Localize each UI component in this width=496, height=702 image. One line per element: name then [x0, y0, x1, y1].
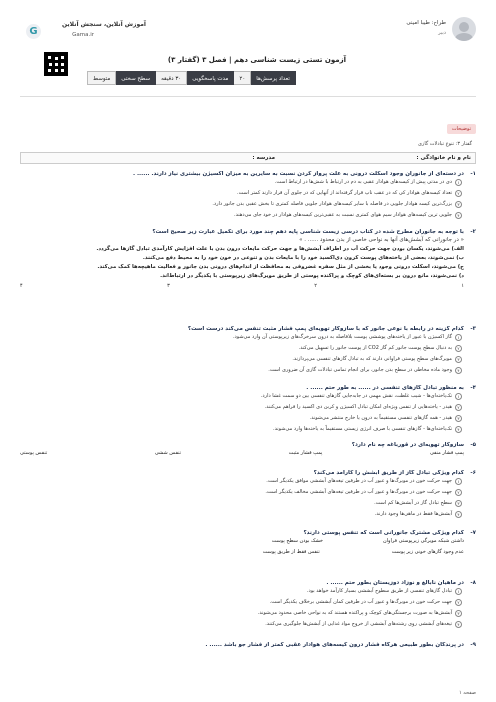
option[interactable]: ۴ وجود ماده مخاطی در سطح بدن جانور، برای انجام تمامی تبادلات گازی آن ضروری است.: [20, 365, 476, 376]
question-3: ۳- کدام گزینه در رابطه با نوعی جانور که با سازوکار تهویه‌ای پمپ فشار مثبت تنفس می‌کند درست است؟ ۱ گاز اکسیژن با عبور از یاخته‌های پوششی پوست بلافاصله به درون سرخرگ‌های زیرپوستی آن وارد می‌شود. ۲ به دنبال سطح پوست جانور کم گاز CO2 از پوست جانور را تسهیل می‌کند. ۳ مویرگ‌های سطح پوستی فراوانی دارند که به تبادل گازهای تنفسی می‌پردازند. ۴ وجود ماده مخاطی در سطح بدن جانور، برای انجام تمامی تبادلات گازی آن ضروری است.: [20, 326, 476, 376]
name-field[interactable]: نام و نام خانوادگی :: [416, 155, 471, 161]
choice[interactable]: داشتن شبکه مویرگی زیرپوستی فراوان: [383, 538, 464, 544]
student-info: [20, 152, 476, 164]
statement: الف) می‌شوند، یکسان بودن جهت حرکت آب در اطراف آبشش‌ها و جهت حرکت مایعات درون بدن با علت افزایش کارآمدی تبادل گازها می‌گردد.: [96, 246, 464, 252]
school-field[interactable]: مدرسه :: [252, 155, 275, 161]
statement: ب) نمی‌شوند، بعضی از یاخته‌های پوست کرون دی‌اکسید خود را با مایعات بدن و تنوعی در خون خود را به محیط دفع می‌کنند.: [142, 255, 464, 261]
choice-row: [20, 536, 476, 547]
option[interactable]: ۴ تیغه‌های آبششی روی رشته‌های آبششی از خروج مواد غذایی از آبشش‌ها جلوگیری می‌کنند.: [20, 619, 476, 630]
option[interactable]: ۴ جلویی ترین کیسه‌های هوادار سیم هوای کمتری نسبت به عقبی‌ترین کیسه‌های هوادار در خود جای می‌دهند.: [20, 210, 476, 221]
question-text: کدام گزینه در رابطه با نوعی جانور که با سازوکار تهویه‌ای پمپ فشار مثبت تنفس می‌کند درست است؟: [187, 326, 464, 332]
option[interactable]: ۱ تبادل گازهای تنفسی از طریق سطوح آبششی بسیار کارآمد خواهد بود.: [20, 586, 476, 597]
choice[interactable]: ۳: [167, 283, 170, 289]
option[interactable]: ۴ آبشش‌ها فقط در ماهی‌ها وجود دارند.: [20, 509, 476, 520]
option[interactable]: ۳ آبشش‌ها به صورت برجستگی‌های کوچک و پراکنده هستند که به نواحی خاصی محدود می‌شوند.: [20, 608, 476, 619]
option[interactable]: ۳ بزرگ‌ترین کیسه هوادار جلویی در فاصله با سایر کیسه‌های هوادار جلویی فاصله کمتری تا بخش عقبی بدن جانور دارد.: [20, 199, 476, 210]
option[interactable]: ۲ هیدر - یاخته‌هایی از تنفس ویژه‌ای امکان تبادل اکسیژن و کربن دی اکسید را فراهم می‌کنند.: [20, 402, 476, 413]
option[interactable]: ۲ به دنبال سطح پوست جانور کم گاز CO2 از پوست جانور را تسهیل می‌کند.: [20, 343, 476, 354]
question-text: در پرندگان بطور طبیعی هرگاه فشار درون کیسه‌های هوادار عقبی کمتر از فشار جو باشد ...... .: [205, 642, 464, 648]
choice-row: [20, 281, 476, 292]
question-text: سازوکار تهویه‌ای در قورباغه چه نام دارد؟: [351, 442, 464, 448]
option[interactable]: ۳ سطح تبادل گاز در آبشش‌ها کم است.: [20, 498, 476, 509]
question-1: ۱- در دسته‌ای از جانوران وجود اسکلت درونی به علت پرواز کردن نسبت به سایرین به میزان اکسیژن بیشتری نیاز دارند. ...... . ۱ دی در مدتی پیش از کیسه‌های هوادار عقبی به دم در ارتباط با شش‌ها در ارتباط است. ۲ تعداد کیسه‌های هوادار کی که در عقب ناپ قرار گرفته‌اند از آنهایی که در جلوی آن قرار دارند کمتر است. ۳ بزرگ‌ترین کیسه هوادار جلویی در فاصله با سایر کیسه‌های هوادار جلویی فاصله کمتری تا بخش عقبی بدن جانور دارد. ۴ جلویی ترین کیسه‌های هوادار سیم هوای کمتری نسبت به عقبی‌ترین کیسه‌های هوادار در خود جای می‌دهند.: [20, 171, 476, 221]
qr-code: [44, 52, 68, 76]
choice[interactable]: تنفس فقط از طریق پوست: [262, 549, 320, 555]
statement: ج) می‌شوند، اسکلت درونی وجود یا بخشی از مثل سفره غضروفی به محافظت از اندام‌های درونی بدن جانور و فعالیت ماهیچه‌ها کمک می‌کند.: [97, 264, 464, 270]
question-4: ۴- به منظور تبادل گازهای تنفسی در ...... به طور حتم ...... . ۱ تک‌یاخته‌ای‌ها - شیب غلظت، نقش مهمی در جابه‌جایی گازهای تنفسی بین دو سمت غشا دارد. ۲ هیدر - یاخته‌هایی از تنفس ویژه‌ای امکان تبادل اکسیژن و کربن دی اکسید را فراهم می‌کنند. ۳ هیدر - همه گازهای تنفسی مستقیماً به درون یا خارج منتشر می‌شوند. ۴ تک‌یاخته‌ای‌ها - گازهای تنفسی با صرف انرژی زیستی مستقیماً به یاخته‌ها وارد می‌شوند.: [20, 385, 476, 435]
question-text: کدام ویژگی مشترک جانورانی است که تنفس پوستی دارند؟: [303, 530, 464, 536]
designer-info: [366, 17, 476, 43]
brand-url[interactable]: Gama.ir: [72, 32, 94, 38]
option[interactable]: ۳ هیدر - همه گازهای تنفسی مستقیماً به درون یا خارج منتشر می‌شوند.: [20, 413, 476, 424]
divider: [20, 96, 476, 97]
option[interactable]: ۴ تک‌یاخته‌ای‌ها - گازهای تنفسی با صرف انرژی زیستی مستقیماً به یاخته‌ها وارد می‌شوند.: [20, 424, 476, 435]
brand-name: آموزش آنلاین، سنجش آنلاین: [61, 21, 146, 28]
question-text: به منظور تبادل گازهای تنفسی در ...... به طور حتم ...... .: [306, 385, 464, 391]
choice[interactable]: ۲: [314, 283, 317, 289]
level-value: متوسط: [87, 71, 116, 85]
option[interactable]: ۱ تک‌یاخته‌ای‌ها - شیب غلظت، نقش مهمی در جابه‌جایی گازهای تنفسی بین دو سمت غشا دارد.: [20, 391, 476, 402]
duration-value: ۳۰ دقیقه: [155, 71, 187, 85]
duration-label: مدت پاسخگویی: [186, 71, 234, 85]
question-7: ۷- کدام ویژگی مشترک جانورانی است که تنفس پوستی دارند؟ داشتن شبکه مویرگی زیرپوستی فراوان خشک بودن سطح پوست عدم وجود گازهای خونی زیر پوست تنفس فقط از طریق پوست: [20, 530, 476, 558]
question-quote: « در جانورانی که آبشش‌های آنها به نواحی خاصی از بدن محدود ...... . »: [299, 237, 464, 243]
avatar: [452, 17, 476, 41]
question-text: در دسته‌ای از جانوران وجود اسکلت درونی به علت پرواز کردن نسبت به سایرین به میزان اکسیژن بیشتری نیاز دارند. ...... .: [132, 171, 464, 177]
option[interactable]: ۱ جهت حرکت خون در مویرگ‌ها و عبور آب در طرفین تیغه‌های آبششی موافق یکدیگر است.: [20, 476, 476, 487]
count-value: ۲۰: [233, 71, 251, 85]
brand: [26, 19, 146, 49]
choice-row: [20, 448, 476, 459]
choice[interactable]: پمپ فشار مثبت: [288, 450, 323, 456]
option[interactable]: ۲ جهت حرکت خون در مویرگ‌ها و عبور آب در طرفین تیغه‌های آبششی مخالف یکدیگر است.: [20, 487, 476, 498]
question-6: ۶- کدام ویژگی تبادل گاز از طریق آبشش را کارآمد می‌کند؟ ۱ جهت حرکت خون در مویرگ‌ها و عبور آب در طرفین تیغه‌های آبششی موافق یکدیگر است. ۲ جهت حرکت خون در مویرگ‌ها و عبور آب در طرفین تیغه‌های آبششی مخالف یکدیگر است. ۳ سطح تبادل گاز در آبشش‌ها کم است. ۴ آبشش‌ها فقط در ماهی‌ها وجود دارند.: [20, 470, 476, 520]
option[interactable]: ۲ جهت حرکت خون در مویرگ‌ها و عبور آب در طرفین کمان آبششی برخلاف یکدیگر است.: [20, 597, 476, 608]
choice[interactable]: ۱: [461, 283, 464, 289]
choice-row: [20, 547, 476, 558]
note-text: گفتار ۳: تنوع تبادلات گازی: [417, 141, 472, 147]
question-text: در ماهیان نابالغ و نوزاد دوزیستان بطور حتم ...... .: [326, 580, 464, 586]
choice[interactable]: پمپ فشار منفی: [429, 450, 464, 456]
statement: د) نمی‌شوند، مانع درون بر بسته‌ای‌های کوچک و پراکنده پوستی از طریق مویرگ‌های زیرپوستی با یکدیگر در ارتباط‌اند.: [160, 273, 464, 279]
choice[interactable]: خشک بودن سطح پوست: [271, 538, 323, 544]
question-2: ۲- با توجه به جانوران مطرح شده در کتاب درسی زیست شناسی پایه دهم چند مورد برای تکمیل عبارت زیر صحیح است؟ « در جانورانی که آبشش‌های آنها به نواحی خاصی از بدن محدود ...... . » الف) می‌شوند، یکسان بودن جهت حرکت آب در اطراف آبشش‌ها و جهت حرکت مایعات درون بدن با علت افزایش کارآمدی تبادل گازها می‌گردد. ب) نمی‌شوند، بعضی از یاخته‌های پوست کرون دی‌اکسید خود را با مایعات بدن و تنوعی در خون خود را به محیط دفع می‌کنند. ج) می‌شوند، اسکلت درونی وجود یا بخشی از مثل سفره غضروفی به محافظت از اندام‌های درونی بدن جانور و فعالیت ماهیچه‌ها کمک می‌کند. د) نمی‌شوند، مانع درون بر بسته‌ای‌های کوچک و پراکنده پوستی از طریق مویرگ‌های زیرپوستی با یکدیگر در ارتباط‌اند. ۱ ۲ ۳ ۴: [20, 229, 476, 292]
option[interactable]: ۲ تعداد کیسه‌های هوادار کی که در عقب ناپ قرار گرفته‌اند از آنهایی که در جلوی آن قرار دارند کمتر است.: [20, 188, 476, 199]
choice[interactable]: ۴: [20, 283, 23, 289]
brand-logo: G: [26, 24, 41, 39]
question-5: ۵- سازوکار تهویه‌ای در قورباغه چه نام دارد؟ پمپ فشار منفی پمپ فشار مثبت تنفس ششی تنفس پوستی: [20, 442, 476, 459]
count-label: تعداد پرسش‌ها: [250, 71, 296, 85]
question-9: ۹- در پرندگان بطور طبیعی هرگاه فشار درون کیسه‌های هوادار عقبی کمتر از فشار جو باشد ...... .: [205, 642, 476, 648]
exam-info: [88, 71, 296, 85]
designer-name: طراح: طیبا امینی: [406, 20, 446, 26]
question-text: با توجه به جانوران مطرح شده در کتاب درسی زیست شناسی پایه دهم چند مورد برای تکمیل عبارت زیر صحیح است؟: [152, 229, 464, 235]
level-label: سطح سختی: [115, 71, 156, 85]
option[interactable]: ۱ گاز اکسیژن با عبور از یاخته‌های پوششی پوست بلافاصله به درون سرخرگ‌های زیرپوستی آن وارد می‌شود.: [20, 332, 476, 343]
choice[interactable]: عدم وجود گازهای خونی زیر پوست: [391, 549, 464, 555]
option[interactable]: ۱ دی در مدتی پیش از کیسه‌های هوادار عقبی به دم در ارتباط با شش‌ها در ارتباط است.: [20, 177, 476, 188]
exam-title: آزمون تستی زیست شناسی دهم | فصل ۳ (گفتار ۳): [167, 56, 346, 64]
page-number: صفحه ۱: [459, 690, 476, 696]
designer-role: دبیر: [438, 30, 446, 36]
choice[interactable]: تنفس ششی: [154, 450, 182, 456]
note-badge: توضیحات: [447, 124, 476, 134]
option[interactable]: ۳ مویرگ‌های سطح پوستی فراوانی دارند که به تبادل گازهای تنفسی می‌پردازند.: [20, 354, 476, 365]
choice[interactable]: تنفس پوستی: [20, 450, 48, 456]
question-8: ۸- در ماهیان نابالغ و نوزاد دوزیستان بطور حتم ...... . ۱ تبادل گازهای تنفسی از طریق سطوح آبششی بسیار کارآمد خواهد بود. ۲ جهت حرکت خون در مویرگ‌ها و عبور آب در طرفین کمان آبششی برخلاف یکدیگر است. ۳ آبشش‌ها به صورت برجستگی‌های کوچک و پراکنده هستند که به نواحی خاصی محدود می‌شوند. ۴ تیغه‌های آبششی روی رشته‌های آبششی از خروج مواد غذایی از آبشش‌ها جلوگیری می‌کنند.: [20, 580, 476, 630]
question-text: کدام ویژگی تبادل گاز از طریق آبشش را کارآمد می‌کند؟: [313, 470, 464, 476]
